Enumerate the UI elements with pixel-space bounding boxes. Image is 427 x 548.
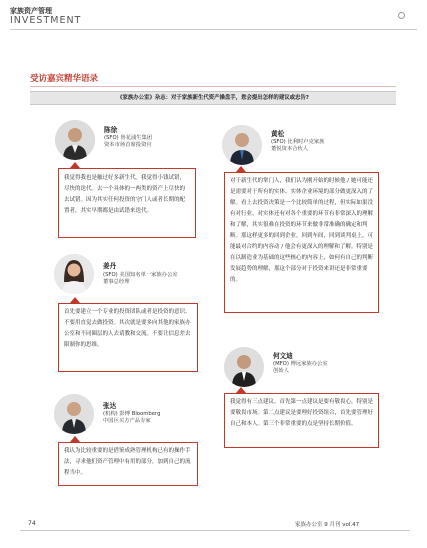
avatar-jiang-dan — [54, 254, 94, 294]
section-title: 受访嘉宾精华语录 — [30, 74, 99, 84]
quote-pointer — [70, 436, 80, 442]
speaker-name: 姜丹 — [103, 262, 117, 270]
question-text: 《家族办公室》杂志：对于家族新生代资产操盘手，您会提出怎样的建议或忠告? — [117, 95, 309, 101]
speaker-role: 董事总经理 — [103, 279, 130, 285]
quote-pointer — [70, 297, 80, 303]
speaker-role: 董悦资本合伙人 — [271, 146, 309, 152]
header-circle-icon — [398, 12, 405, 19]
avatar-huang-song — [222, 125, 262, 165]
header-subtitle: INVESTMENT — [10, 15, 82, 26]
quote-box — [58, 303, 198, 372]
person-photo-icon — [55, 120, 95, 160]
footer-divider — [20, 530, 410, 531]
speaker-role: (SFO) 美国知名单一家族办公室 — [103, 272, 178, 278]
person-photo-icon — [54, 254, 94, 294]
avatar-he-wendi — [224, 347, 264, 387]
quote-box — [224, 393, 379, 448]
page-number: 74 — [28, 520, 36, 527]
speaker-role: (SFO) 比利时卢克家族 — [271, 139, 325, 145]
avatar-chen-xu — [55, 120, 95, 160]
speaker-role: 资本市场首席投资官 — [104, 142, 152, 148]
quote-pointer — [236, 166, 246, 172]
speaker-role: (MFO) 博远家族办公室 — [273, 361, 328, 367]
magazine-issue: 家族办公室 9 月刊 vol.47 — [295, 522, 360, 528]
quote-box — [58, 442, 198, 486]
person-photo-icon — [222, 125, 262, 165]
person-photo-icon — [224, 347, 264, 387]
quote-text: 我觉得我也是触过好多新生代。我觉得小钱试错，尽快的迭代。去一个具体的一两类的资产上尽快的去试错。因为其实任何投资的守门人或者长期的配置者，其实早期都是由试错来迭代。 — [64, 175, 186, 214]
person-photo-icon — [54, 394, 94, 434]
quote-box — [224, 172, 379, 313]
speaker-name: 何文迪 — [273, 352, 293, 360]
quote-pointer — [70, 162, 80, 168]
speaker-name: 陈徐 — [104, 126, 118, 134]
quote-box — [58, 168, 196, 238]
avatar-zhang-da — [54, 394, 94, 434]
quote-text: 首先要建立一个专业的投资团队或者是投资的意识。不要用直觉去做投资。其次就是要多向其他的家族办公室和不同圈层的人去请教和交流。不要让信息差去限制你的思维。 — [64, 309, 191, 348]
speaker-role: (SFO) 鲁花浦生集团 — [104, 135, 153, 141]
speaker-role: 中国区买方产品专家 — [103, 418, 151, 424]
speaker-name: 张达 — [103, 402, 117, 410]
header-divider — [10, 29, 417, 30]
quote-text: 对于新生代的掌门人，我们认为刚开始的时候他 / 她可能还是需要对于所有的实体、实体企业环境的部分做更深入的了解。看上去投资决策是一个比较简单的过程，但实际如果没有对行业、对实体还有对各个重要的环节有非常深入的理解和了解，其实很难在投资的环节来做非常准确的确定和判断。那这样更多的回到企业，回到车间，回到谈判桌上，可能最对合约的内容动 / 他会有更深入的理解和了解。特别是在以制造业为基础的这些核心的内容上，如何有自己的判断发展趋势的理解，那这个部分对于投资来讲还是非常重要的。 — [230, 178, 374, 283]
header-title: 家族资产管理 — [10, 7, 52, 15]
quote-pointer — [236, 387, 246, 393]
speaker-role: (机构) 彭博 Bloomberg — [103, 411, 161, 417]
quote-text: 我觉得有三点建议。首先第一点建议是要有敬畏心，特别是要敬畏市场。第二点建议是要理好投资组合，首先要管理好自己和本人。第三个非常重要的点是坚持长期价值。 — [230, 399, 374, 427]
speaker-name: 黄松 — [271, 130, 285, 138]
speaker-role: 创始人 — [273, 368, 289, 374]
quote-text: 我认为比较重要的是借鉴成熟管理机构已有的操作手法，寻求他们资产管理中有用的部分，加到自己的流程当中。 — [64, 448, 191, 476]
section-divider — [30, 86, 396, 87]
question-banner — [30, 91, 396, 105]
